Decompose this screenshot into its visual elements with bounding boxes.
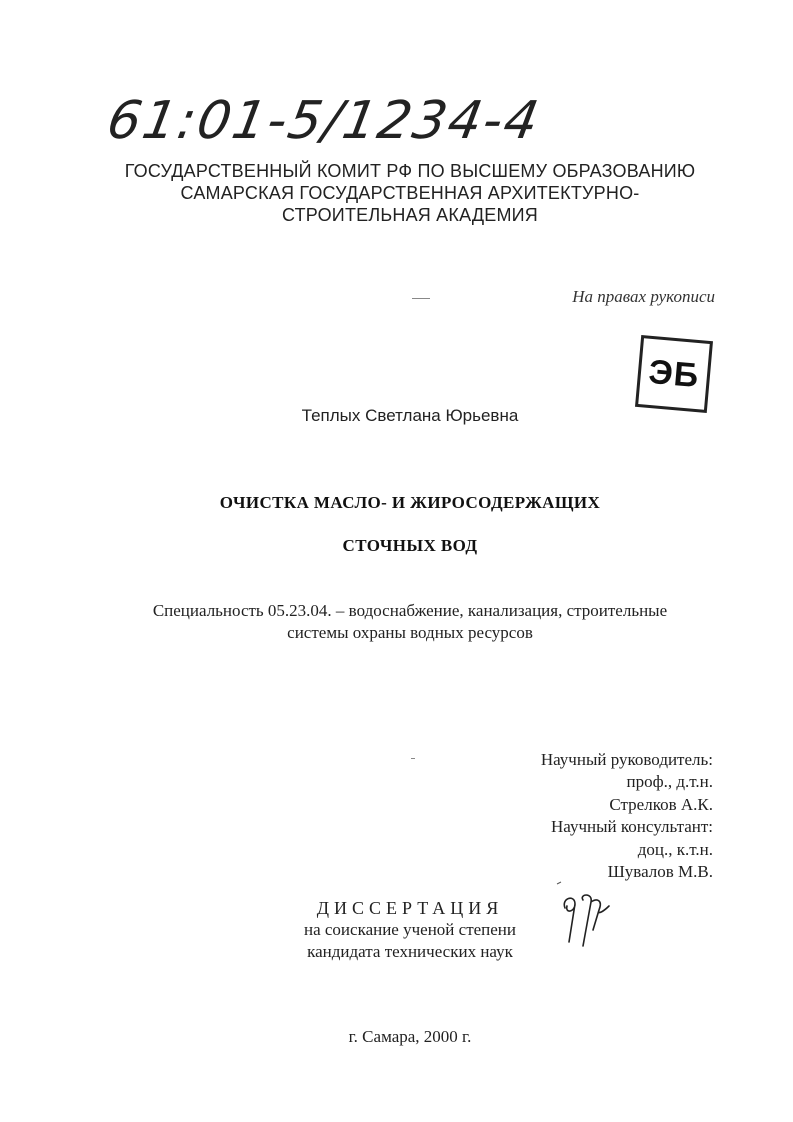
scan-speck [411, 758, 415, 759]
advisor-degree: проф., д.т.н. [626, 772, 713, 792]
archive-number-handwritten: 61:01-5/1234-4 [102, 91, 545, 151]
institution-header [60, 160, 760, 226]
manuscript-rights-note: На правах рукописи [572, 287, 715, 306]
eb-stamp: ЭБ [635, 335, 713, 413]
dissertation-heading: ДИССЕРТАЦИЯ [316, 898, 504, 918]
header-line-2: САМАРСКАЯ ГОСУДАРСТВЕННАЯ АРХИТЕКТУРНО- [180, 183, 640, 203]
consultant-label: Научный консультант: [551, 817, 713, 837]
specialty-line-1: Специальность 05.23.04. – водоснабжение, канализация, строительные [152, 601, 668, 620]
scan-speck [412, 298, 430, 299]
consultant-name: Шувалов М.В. [607, 862, 713, 882]
consultant-degree: доц., к.т.н. [637, 839, 713, 859]
advisor-name: Стрелков А.К. [609, 794, 713, 814]
author-name: Теплых Светлана Юрьевна [301, 406, 519, 425]
header-line-1: ГОСУДАРСТВЕННЫЙ КОМИТ РФ ПО ВЫСШЕМУ ОБРАЗОВАНИЮ [124, 161, 696, 181]
specialty-line-2: системы охраны водных ресурсов [287, 623, 533, 642]
dissertation-title-line-1: ОЧИСТКА МАСЛО- И ЖИРОСОДЕРЖАЩИХ [219, 493, 601, 512]
advisor-label: Научный руководитель: [540, 750, 713, 769]
header-line-3: СТРОИТЕЛЬНАЯ АКАДЕМИЯ [282, 205, 538, 225]
dissertation-title-line-2: СТОЧНЫХ ВОД [342, 536, 478, 555]
specialty [40, 600, 780, 644]
dissertation-block [260, 897, 560, 963]
city-year: г. Самара, 2000 г. [348, 1027, 472, 1046]
dissertation-line-2: кандидата технических наук [307, 942, 513, 961]
dissertation-line-1: на соискание ученой степени [303, 920, 517, 939]
handwritten-signature [553, 880, 623, 955]
supervisors-block [541, 749, 713, 883]
